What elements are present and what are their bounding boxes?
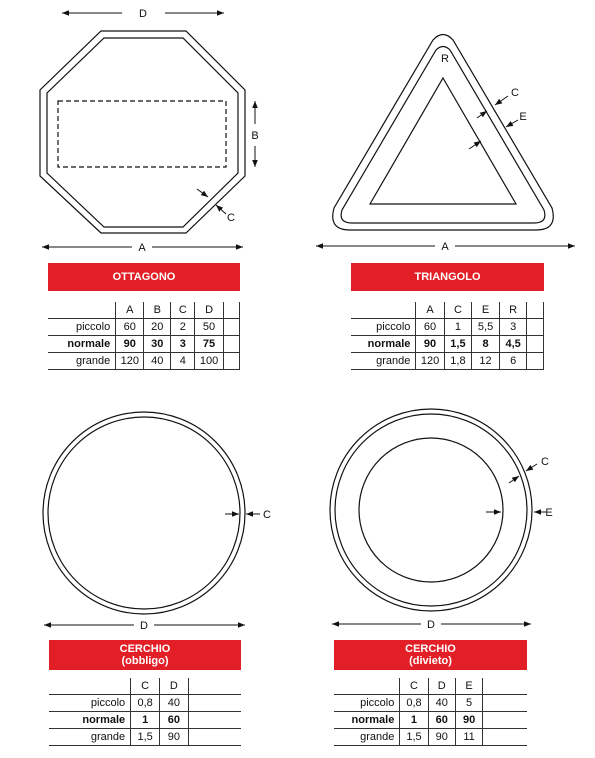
ottagono-panel xyxy=(48,263,240,370)
triangolo-title: TRIANGOLO xyxy=(414,271,481,283)
ottagono-header xyxy=(48,263,240,291)
cerchio-obbligo-panel xyxy=(49,640,241,746)
row-label: grande xyxy=(48,353,116,370)
cell: 60 xyxy=(116,319,144,336)
circle-divieto-sign xyxy=(330,409,532,611)
octagon-dimension-c xyxy=(197,189,226,214)
cell: 90 xyxy=(428,729,455,746)
cell: 90 xyxy=(455,712,482,729)
cell: 60 xyxy=(416,319,444,336)
row-label: normale xyxy=(49,712,131,729)
cell: 90 xyxy=(416,336,444,353)
table-row xyxy=(49,729,241,746)
triangolo-table xyxy=(351,302,544,370)
cell: 3 xyxy=(171,336,195,353)
row-label: piccolo xyxy=(49,695,131,712)
cell: 5 xyxy=(455,695,482,712)
cell: 60 xyxy=(428,712,455,729)
cell: 0,8 xyxy=(131,695,160,712)
cerchio-obbligo-header xyxy=(49,640,241,670)
ottagono-col-a: A xyxy=(116,302,144,319)
cerchio-obbligo-subtitle: (obbligo) xyxy=(121,655,169,667)
cerchio-divieto-subtitle: (divieto) xyxy=(409,655,452,667)
cerchio-divieto-header xyxy=(334,640,527,670)
row-label: grande xyxy=(334,729,400,746)
triangle-label-r: R xyxy=(441,53,449,65)
triangolo-header xyxy=(351,263,544,291)
cell: 100 xyxy=(195,353,223,370)
cell: 3 xyxy=(499,319,527,336)
octagon-label-d: D xyxy=(139,8,147,20)
cell: 40 xyxy=(160,695,188,712)
row-label: piccolo xyxy=(351,319,416,336)
cell: 50 xyxy=(195,319,223,336)
cerchio-divieto-title: CERCHIO xyxy=(405,643,456,655)
cell: 6 xyxy=(499,353,527,370)
row-label: normale xyxy=(334,712,400,729)
cerchio-divieto-col-e: E xyxy=(455,678,482,695)
cell: 20 xyxy=(144,319,171,336)
cerchio-obbligo-col-d: D xyxy=(160,678,188,695)
triangolo-col-r: R xyxy=(499,302,527,319)
triangolo-col-a: A xyxy=(416,302,444,319)
cell: 1 xyxy=(400,712,428,729)
circle-obbligo-label-c: C xyxy=(263,509,271,521)
table-row xyxy=(48,336,240,353)
table-row xyxy=(334,729,527,746)
cell: 75 xyxy=(195,336,223,353)
cell: 5,5 xyxy=(472,319,500,336)
cell: 90 xyxy=(116,336,144,353)
circle-divieto-label-d: D xyxy=(427,619,435,631)
table-row xyxy=(334,712,527,729)
octagon-sign xyxy=(40,31,245,233)
circle-divieto-dimension-c xyxy=(509,464,537,483)
row-label: piccolo xyxy=(334,695,400,712)
cell: 1 xyxy=(131,712,160,729)
cell: 1,5 xyxy=(131,729,160,746)
octagon-label-c: C xyxy=(227,212,235,224)
cell: 11 xyxy=(455,729,482,746)
cell: 120 xyxy=(116,353,144,370)
cell: 2 xyxy=(171,319,195,336)
ottagono-table xyxy=(48,302,240,370)
cell: 1,5 xyxy=(444,336,472,353)
cerchio-obbligo-title: CERCHIO xyxy=(119,643,171,655)
table-row xyxy=(48,319,240,336)
row-label: normale xyxy=(351,336,416,353)
cerchio-divieto-col-c: C xyxy=(400,678,428,695)
octagon-label-a: A xyxy=(138,242,146,254)
cerchio-obbligo-table xyxy=(49,678,241,746)
circle-obbligo-label-d: D xyxy=(140,620,148,632)
cell: 120 xyxy=(416,353,444,370)
row-label: normale xyxy=(48,336,116,353)
cell: 90 xyxy=(160,729,188,746)
ottagono-col-b: B xyxy=(144,302,171,319)
cell: 1,5 xyxy=(400,729,428,746)
cell: 40 xyxy=(428,695,455,712)
cell: 30 xyxy=(144,336,171,353)
table-row xyxy=(48,353,240,370)
ottagono-col-d: D xyxy=(195,302,223,319)
cerchio-divieto-col-d: D xyxy=(428,678,455,695)
cell: 0,8 xyxy=(400,695,428,712)
cerchio-divieto-table xyxy=(334,678,527,746)
circle-divieto-label-c: C xyxy=(541,456,549,468)
triangolo-panel xyxy=(351,263,544,370)
cell: 40 xyxy=(144,353,171,370)
ottagono-col-c: C xyxy=(171,302,195,319)
triangle-label-e: E xyxy=(519,111,527,123)
circle-obbligo-sign xyxy=(43,412,245,614)
table-row xyxy=(351,353,544,370)
cell: 12 xyxy=(472,353,500,370)
table-row xyxy=(351,319,544,336)
cell: 4,5 xyxy=(499,336,527,353)
octagon-label-b: B xyxy=(251,130,259,142)
cell: 4 xyxy=(171,353,195,370)
triangolo-col-c: C xyxy=(444,302,472,319)
ottagono-title: OTTAGONO xyxy=(112,271,176,283)
triangle-label-c: C xyxy=(511,87,519,99)
cell: 1 xyxy=(444,319,472,336)
triangle-label-a: A xyxy=(441,241,449,253)
row-label: piccolo xyxy=(48,319,116,336)
table-row xyxy=(334,695,527,712)
cerchio-divieto-panel xyxy=(334,640,527,746)
table-row xyxy=(49,712,241,729)
circle-divieto-label-e: E xyxy=(545,507,553,519)
cell: 8 xyxy=(472,336,500,353)
row-label: grande xyxy=(49,729,131,746)
triangolo-col-e: E xyxy=(472,302,500,319)
row-label: grande xyxy=(351,353,416,370)
cell: 1,8 xyxy=(444,353,472,370)
cell: 60 xyxy=(160,712,188,729)
cerchio-obbligo-col-c: C xyxy=(131,678,160,695)
table-row xyxy=(49,695,241,712)
table-row xyxy=(351,336,544,353)
